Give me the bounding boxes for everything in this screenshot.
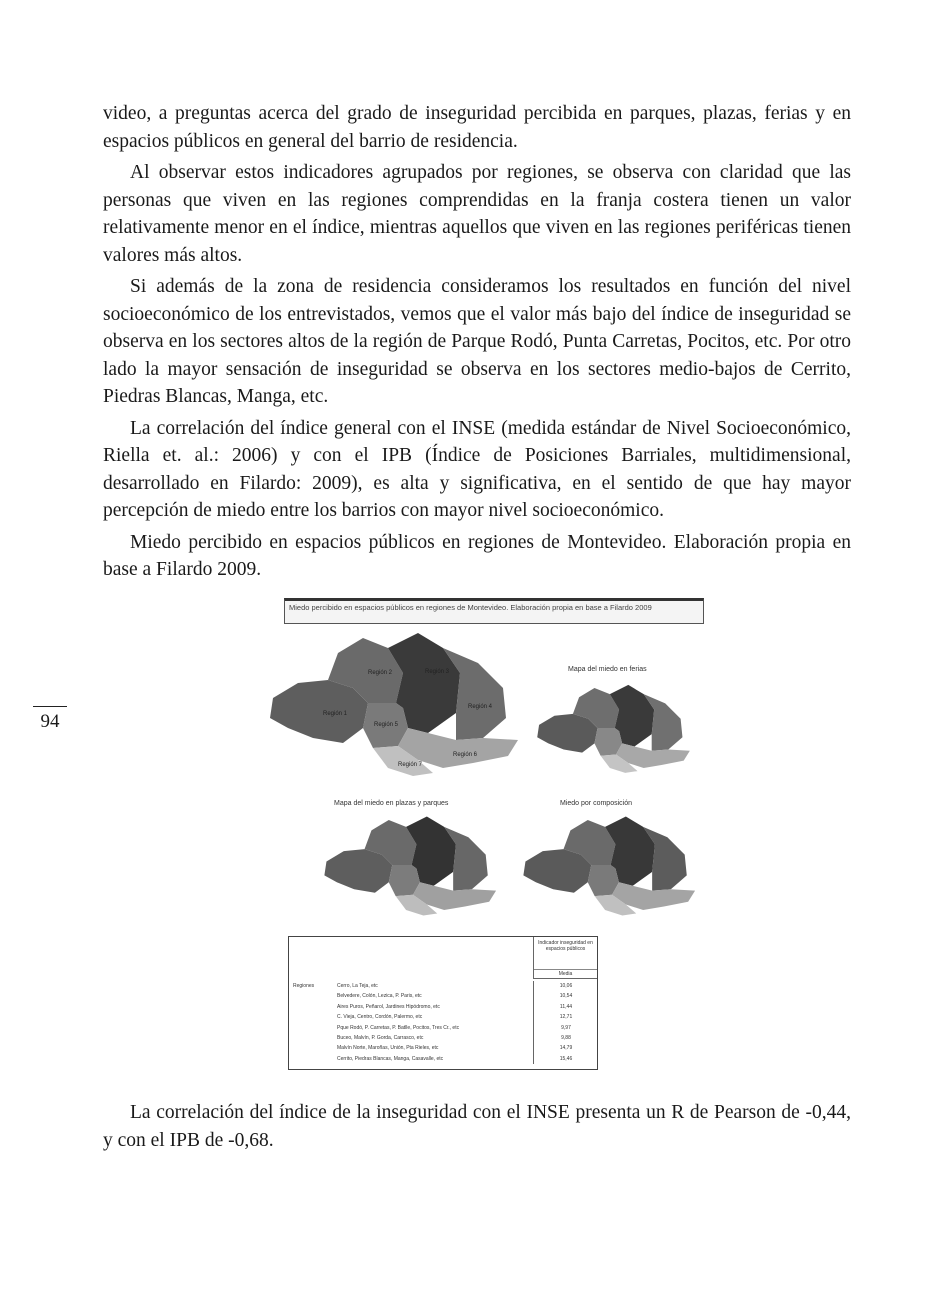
map-composicion	[522, 810, 702, 920]
map-title-composicion: Miedo por composición	[560, 800, 632, 807]
table-row-value: 15,46	[533, 1054, 598, 1064]
figure-caption: Miedo percibido en espacios públicos en regiones de Montevideo. Elaboración propia en base a Filardo 2009.	[103, 531, 851, 580]
table-row-value: 10,54	[533, 991, 598, 1001]
page-number: 94	[33, 706, 67, 733]
table-row-value: 9,97	[533, 1023, 598, 1033]
map-label-r3: Región 3	[425, 669, 450, 675]
map-label-r7: Región 7	[398, 762, 423, 768]
closing-paragraph: La correlación del índice de la inseguridad con el INSE presenta un R de Pearson de -0,44, y con el IPB de -0,68.	[103, 1102, 851, 1151]
table-row	[289, 1002, 597, 1012]
table-column-header	[533, 937, 597, 979]
table-body	[289, 981, 597, 1064]
table-row-value: 14,79	[533, 1043, 598, 1053]
main-map-svg	[268, 628, 528, 778]
body-text-top	[103, 100, 851, 588]
comp-region-1	[523, 849, 591, 893]
plazas-region-1	[324, 849, 392, 893]
table-row-label: Pque Rodó, P. Carretas, P. Batlle, Pocitos, Tres Cr., etc	[337, 1024, 460, 1031]
table-row-value: 10,06	[533, 981, 598, 991]
map-ferias	[536, 678, 696, 778]
table-row-header: Regiones	[293, 983, 315, 989]
body-text-bottom	[103, 1099, 851, 1158]
table-row	[289, 991, 597, 1001]
figure-title: Miedo percibido en espacios públicos en regiones de Montevideo. Elaboración propia en base a Filardo 2009	[284, 598, 704, 624]
table-row	[289, 1043, 597, 1053]
table-row-label: Cerro, La Teja, etc	[337, 983, 378, 989]
map-region-1	[270, 680, 368, 743]
map-label-r2: Región 2	[368, 670, 393, 676]
map-ferias-svg	[536, 678, 696, 778]
paragraph-4: La correlación del índice general con el INSE (medida estándar de Nivel Socioeconómico, Riella et. al.: 2006) y con el IPB (Índice de Posiciones Barriales, multidimensional, desarrollado en Filardo: 2009), es alta y significativa, en el sentido de que hay mayor percepción de miedo entre los barrios con mayor nivel socioeconómico.	[103, 417, 851, 521]
figure-table	[288, 936, 598, 1070]
map-title-ferias: Mapa del miedo en ferias	[568, 666, 647, 673]
table-row-value: 12,71	[533, 1012, 598, 1022]
table-column-subheader: Media	[534, 969, 597, 978]
table-row	[289, 1033, 597, 1043]
map-label-r5: Región 5	[374, 722, 399, 728]
table-row	[289, 981, 597, 991]
map-plazas	[323, 810, 503, 920]
paragraph-1: video, a preguntas acerca del grado de inseguridad percibida en parques, plazas, ferias y en espacios públicos en general del barrio de residencia.	[103, 103, 851, 152]
figure-maps	[268, 596, 708, 1072]
paragraph-3: Si además de la zona de residencia consideramos los resultados en función del nivel socioeconómico de los entrevistados, vemos que el valor más bajo del índice de inseguridad se observa en los sectores altos de la región de Parque Rodó, Punta Carretas, Pocitos, etc. Por otro lado la mayor sensación de inseguridad se observa en los sectores medio-bajos de Cerrito, Piedras Blancas, Manga, etc.	[103, 276, 851, 407]
table-row-value: 11,44	[533, 1002, 598, 1012]
main-map	[268, 628, 528, 778]
map-plazas-svg	[323, 810, 503, 920]
table-row-value: 9,88	[533, 1033, 598, 1043]
table-row-label: Buceo, Malvín, P. Gorda, Carrasco, etc	[337, 1034, 424, 1041]
map-title-plazas: Mapa del miedo en plazas y parques	[334, 800, 449, 807]
table-row-label: Belvedere, Colón, Lezica, P. Paris, etc	[337, 993, 422, 1000]
table-row	[289, 1012, 597, 1022]
map-composicion-svg	[522, 810, 702, 920]
map-label-r1: Región 1	[323, 711, 348, 717]
map-label-r4: Región 4	[468, 704, 493, 710]
table-row-label: C. Vieja, Centro, Cordón, Palermo, etc	[337, 1014, 423, 1021]
map-label-r6: Región 6	[453, 752, 478, 758]
paragraph-2: Al observar estos indicadores agrupados por regiones, se observa con claridad que las personas que viven en las regiones comprendidas en la franja costera tienen un valor relativamente menor en el índice, mientras aquellos que viven en las regiones periféricas tienen valores más altos.	[103, 162, 851, 266]
table-row-label: Malvín Norte, Maroñas, Unión, Pta Rieles, etc	[337, 1045, 439, 1052]
table-column-header-text: Indicador inseguridad en espacios públicos	[538, 940, 593, 952]
table-row	[289, 1023, 597, 1033]
ferias-region-1	[537, 714, 597, 753]
table-row-label: Cerrito, Piedras Blancas, Manga, Casavalle, etc	[337, 1055, 444, 1062]
table-row-label: Aires Puros, Peñarol, Jardines Hipódromo, etc	[337, 1003, 440, 1010]
table-row	[289, 1054, 597, 1064]
